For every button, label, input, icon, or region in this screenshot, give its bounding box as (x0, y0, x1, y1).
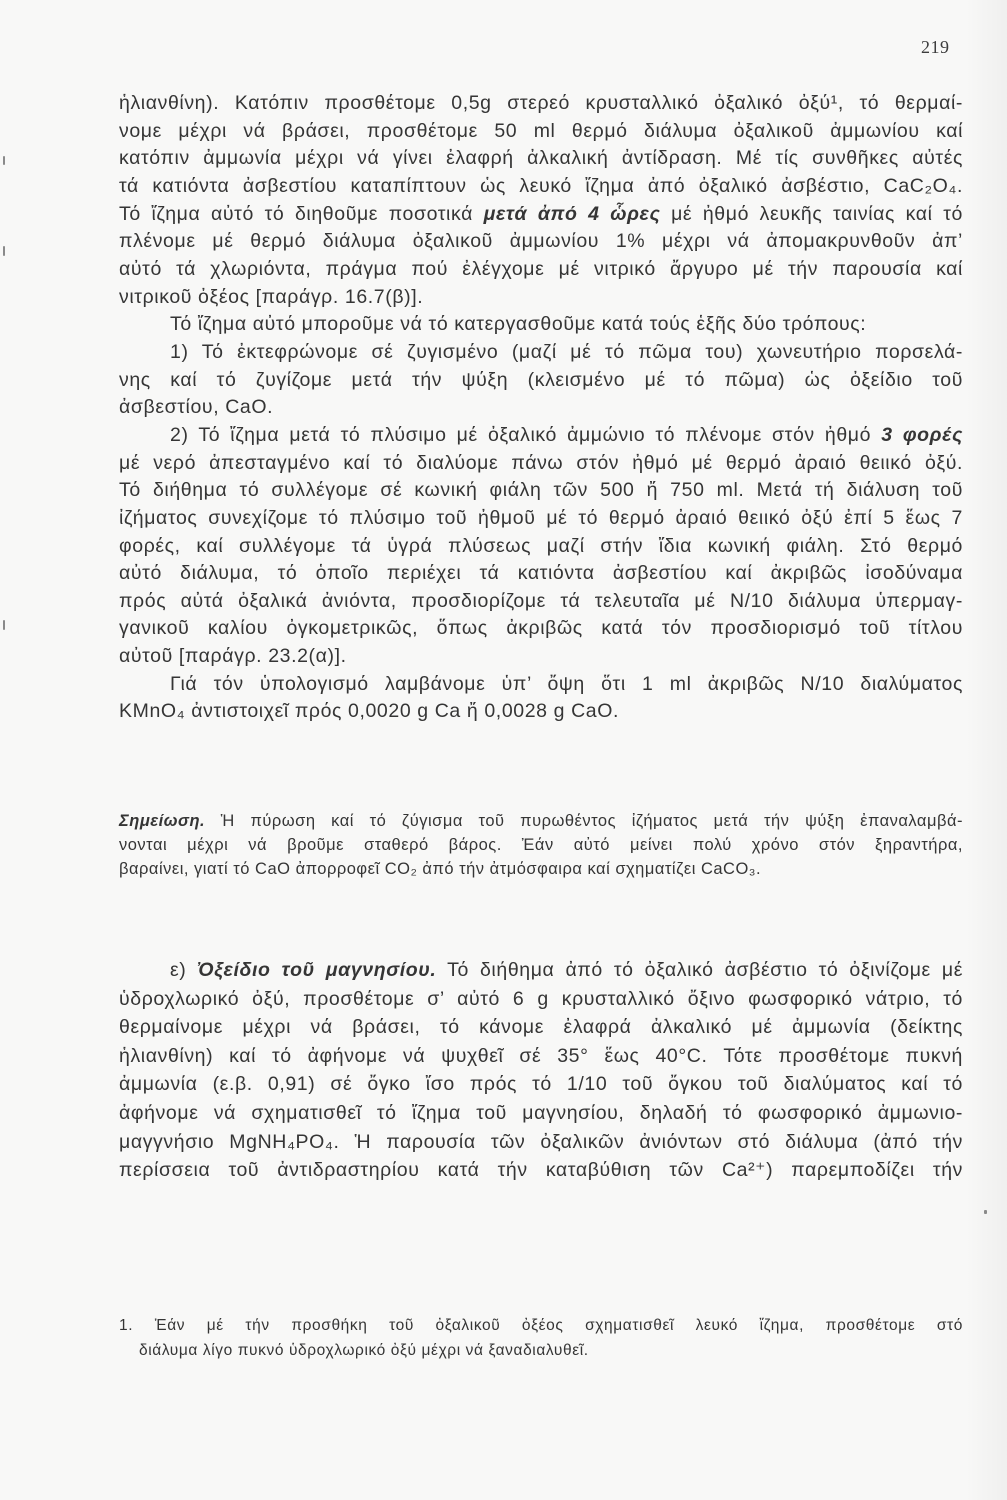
text-segment: Τό ἴζημα αὐτό τό διηθοῦμε ποσοτικά (119, 202, 484, 225)
body-text-line: φορές, καί συλλέγομε τά ὑγρά πλύσεως μαζί στήν ἴδια κωνική φιάλη. Στό θερμό (119, 534, 963, 557)
paragraph-1 (119, 90, 963, 311)
body-text-line: Γιά τόν ὑπολογισμό λαμβάνομε ὑπ’ ὄψη ὅτι 1 ml ἀκριβῶς N/10 διαλύματος (170, 672, 963, 695)
body-text-line: τά κατιόντα ἀσβεστίου καταπίπτουν ὡς λευκό ἴζημα ἀπό ὀξαλικό ἀσβέστιο, CaC₂O₄. (119, 174, 963, 197)
paragraph-5 (119, 671, 963, 726)
section-e-line: ἡλιανθίνη) καί τό ἀφήνομε νά ψυχθεῖ σέ 35° ἕως 40°C. Τότε προσθέτομε πυκνή (119, 1044, 963, 1067)
body-text-line: Τό ἴζημα αὐτό μποροῦμε νά τό κατεργασθοῦμε κατά τούς ἑξῆς δύο τρόπους: (170, 313, 867, 336)
body-text-line: αὐτοῦ [παράγρ. 23.2(α)]. (119, 645, 347, 668)
note-line: νονται μέχρι νά βροῦμε σταθερό βάρος. Ἐάν αὐτό μείνει πολύ χρόνο στόν ξηραντήρα, (119, 836, 963, 854)
note-block (119, 809, 963, 881)
section-e-line: ἀφήνομε νά σχηματισθεῖ τό ἴζημα τοῦ μαγνησίου, δηλαδή τό φωσφορικό ἀμμωνιο- (119, 1101, 963, 1124)
page-edge-shadow (965, 0, 1007, 1500)
main-body (119, 90, 963, 726)
emphasis-text: 3 φορές (881, 423, 963, 446)
footnote-line: 1. Ἐάν μέ τήν προσθήκη τοῦ ὀξαλικοῦ ὀξέος σχηματισθεῖ λευκό ἴζημα, προσθέτομε στό (119, 1317, 963, 1334)
body-text-line: πλένομε μέ θερμό διάλυμα ὀξαλικοῦ ἀμμωνίου 1% μέχρι νά ἀπομακρυνθοῦν ἀπ’ (119, 230, 963, 253)
text-segment: Ἡ πύρωση καί τό ζύγισμα τοῦ πυρωθέντος ἰζήματος μετά τήν ψύξη ἐπαναλαμβά- (205, 812, 963, 830)
body-text-line: νης καί τό ζυγίζομε μετά τήν ψύξη (κλεισμένο μέ τό πῶμα) ὡς ὀξείδιο τοῦ (119, 368, 963, 391)
body-text-line (119, 201, 963, 229)
section-e-line: ὑδροχλωρικό ὀξύ, προσθέτομε σ’ αὐτό 6 g κρυσταλλικό ὄξινο φωσφορικό νάτριο, τό (119, 987, 963, 1010)
footnote (119, 1314, 963, 1363)
body-text-line: ἀσβεστίου, CaO. (119, 396, 274, 419)
section-e-line: μαγγνήσιο MgNH₄PO₄. Ἡ παρουσία τῶν ὀξαλικῶν ἀνιόντων στό διάλυμα (ἀπό τήν (119, 1130, 963, 1153)
body-text-line: μέ νερό ἀπεσταγμένο καί τό διαλύομε πάνω στόν ἠθμό μέ θερμό ἀραιό θειικό ὀξύ. (119, 451, 963, 474)
body-text-line: αὐτό διάλυμα, τό ὁποῖο περιέχει τά κατιόντα ἀσβεστίου καί ἀκριβῶς ἰσοδύναμα (119, 562, 963, 585)
section-e-line: θερμαίνομε μέχρι νά βράσει, τό κάνομε ἐλαφρά ἀλκαλικό μέ ἀμμωνία (δείκτης (119, 1016, 963, 1039)
section-e (119, 956, 963, 1185)
body-text-line: πρός αὐτά ὀξαλικά ἀνιόντα, προσδιορίζομε τά τελευταῖα μέ N/10 διάλυμα ὑπερμαγ- (119, 589, 963, 612)
body-text-line: κατόπιν ἀμμωνία μέχρι νά γίνει ἐλαφρή ἀλκαλική ἀντίδραση. Μέ τίς συνθῆκες αὐτές (119, 147, 963, 170)
text-segment: μέ ἠθμό λευκῆς ταινίας καί τό (660, 202, 963, 225)
text-segment: 2) Τό ἴζημα μετά τό πλύσιμο μέ ὀξαλικό ἀμμώνιο τό πλένομε στόν ἠθμό (170, 423, 882, 446)
body-text-line: νομε μέχρι νά βράσει, προσθέτομε 50 ml θερμό διάλυμα ὀξαλικοῦ ἀμμωνίου καί (119, 119, 963, 142)
scan-mark (3, 246, 5, 256)
note-heading: Σημείωση. (119, 812, 206, 830)
body-text-line: KMnO₄ ἀντιστοιχεῖ πρός 0,0020 g Ca ἤ 0,0028 g CaO. (119, 700, 619, 723)
emphasis-text: μετά ἀπό 4 ὧρες (483, 202, 661, 225)
footnote-line: διάλυμα λίγο πυκνό ὑδροχλωρικό ὀξύ μέχρι νά ξαναδιαλυθεῖ. (139, 1341, 589, 1359)
body-text-line: γανικοῦ καλίου ὀγκομετρικῶς, ὅπως ἀκριβῶς κατά τόν προσδιορισμό τοῦ τίτλου (119, 617, 963, 640)
body-text-line: Τό διήθημα τό συλλέγομε σέ κωνική φιάλη τῶν 500 ἤ 750 ml. Μετά τή διάλυση τοῦ (119, 479, 963, 502)
page-number: 219 (921, 37, 950, 57)
paragraph-3 (119, 339, 963, 422)
paragraph-4 (119, 422, 963, 671)
note-line: βαραίνει, γιατί τό CaO ἀπορροφεῖ CO₂ ἀπό τήν ἀτμόσφαιρα καί σχηματίζει CaCO₃. (119, 860, 762, 878)
body-text-line: νιτρικοῦ ὀξέος [παράγρ. 16.7(β)]. (119, 285, 424, 308)
scan-mark (984, 1210, 987, 1214)
note-line (119, 809, 963, 833)
section-label: ε) (170, 959, 198, 981)
body-text-line: αὐτό τά χλωριόντα, πράγμα πού ἐλέγχομε μέ νιτρικό ἄργυρο μέ τήν παρουσία καί (119, 257, 963, 280)
body-text-line (119, 422, 963, 450)
scan-mark (3, 620, 5, 630)
body-text-line: 1) Τό ἐκτεφρώνομε σέ ζυγισμένο (μαζί μέ τό πῶμα του) χωνευτήριο πορσελά- (170, 340, 963, 363)
section-e-line: περίσσεια τοῦ ἀντιδραστηρίου κατά τήν καταβύθιση τῶν Ca²⁺) παρεμποδίζει τήν (119, 1159, 963, 1182)
section-heading: Ὀξείδιο τοῦ μαγνησίου. (197, 959, 437, 981)
paragraph-2 (119, 311, 963, 339)
section-e-line: ἀμμωνία (ε.β. 0,91) σέ ὄγκο ἴσο πρός τό 1/10 τοῦ ὄγκου τοῦ διαλύματος καί τό (119, 1073, 963, 1096)
body-text-line: ἡλιανθίνη). Κατόπιν προσθέτομε 0,5g στερεό κρυσταλλικό ὀξαλικό ὀξύ¹, τό θερμαί- (119, 92, 963, 114)
text-segment: Τό διήθημα ἀπό τό ὀξαλικό ἀσβέστιο τό ὀξινίζομε μέ (436, 959, 963, 981)
body-text-line: ἰζήματος συνεχίζομε τό πλύσιμο τοῦ ἠθμοῦ μέ τό θερμό ἀραιό θειικό ὀξύ ἐπί 5 ἕως 7 (119, 506, 963, 529)
section-e-line (119, 956, 963, 985)
scan-mark (3, 156, 5, 165)
